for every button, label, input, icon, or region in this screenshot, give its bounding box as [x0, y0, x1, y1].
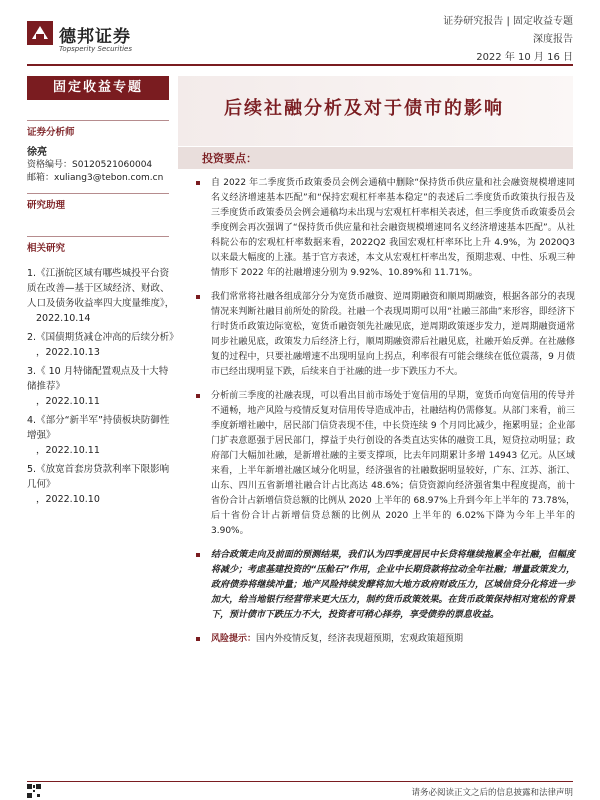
brand-mark-icon [27, 21, 53, 45]
key-point-paragraph: 结合政策走向及前面的预测结果，我们认为四季度居民中长贷将继续拖累全年社融，但幅度将减少；考虑基建投资的“压舱石”作用，企业中长期贷款将拉动全年社融；增量政策发力，政府债券将继续冲量；地产风险持续发酵将加大地方政府财政压力，区域信贷分化将进一步加大，给当地银行经营带来更大压力，制约货币政策效果。在货币政策保持相对宽松的背景下，预计债市下跌压力不大，投资者可稍心择券，享受债券的票息收益。 [207, 548, 575, 623]
list-item[interactable] [27, 330, 177, 360]
related-research-list [27, 266, 177, 511]
key-point-paragraph: 自 2022 年二季度货币政策委员会例会通稿中删除“保持货币供应量和社会融资规模增速同名义经济增速基本匹配”和“保持宏观杠杆率基本稳定”的表述后二季度货币政策执行报告及三季度货币政策委员会例会通稿均未出现与宏观杠杆率相关表述，但三季度货币政策委员会季度例会再次强调了“保持货币供应量和社会融资规模增速同名义经济增速基本匹配”。从社科院公布的宏观杠杆率数据来看，2022Q2 我国宏观杠杆率环比上升 4.9%，为 2020Q3 以来最大幅度的上涨。基于官方表述，本文从宏观杠杆率出发，预期悲观、中性、乐观三种情形下 2022 年的社融增速分别为 9.92%、10.89%和 11.71%。 [207, 176, 575, 281]
related-title: 5.《放宽首套房贷款利率下限影响几何》 [27, 464, 170, 490]
footer-divider [27, 781, 573, 782]
risk-text: 国内外疫情反复，经济表现超预期，宏观政策超预期 [256, 634, 464, 644]
key-points [207, 176, 575, 656]
list-item[interactable] [27, 462, 177, 507]
related-date: 2022.10.14 [36, 313, 91, 324]
related-title: 2.《国债期货减仓冲高的后续分析》 [27, 332, 179, 343]
related-date: ，2022.10.13 [36, 347, 100, 358]
analyst-email[interactable] [27, 170, 163, 183]
qr-code-icon [27, 784, 41, 798]
related-heading: 相关研究 [27, 243, 66, 254]
related-date: ，2022.10.11 [36, 396, 100, 407]
brand-logo [27, 19, 157, 57]
key-point-paragraph: 分析前三季度的社融表现，可以看出目前市场处于宽信用的早期，宽货币向宽信用的传导并不通畅，地产风险与疫情反复对信用传导造成冲击，社融结构仍需修复。从部门来看，前三季度新增社融中，居民部门信贷表现不佳，中长贷连续 9 个月同比减少，拖累明显；企业部门扩表意愿强于居民部门，撑益于央行创设的各类直达实体的融资工具，短贷拉动明显；政府部门大幅加社融，是新增社融的主要支撑项，比去年同期累计多增 14943 亿元。从区域来看，上半年新增社融区域分化明显，经济强省的社融数据明显较好，广东、江苏、浙江、山东、四川五省新增社融合计占比高达 48.6%；信贷资源向经济强省集中程度提高，前十省份合计占新增信贷总额的比例从 2020 上半年的 68.97%上升到今年上半年的 73.78%，后十省份合计占新增信贷总额的比例从 2020 上半年的 6.02%下降为今年上半年的 3.90%。 [207, 389, 575, 539]
column-banner: 固定收益专题 [27, 76, 169, 100]
risk-label: 风险提示： [211, 634, 257, 644]
key-point-paragraph: 我们常常将社融各组成部分分为宽货币融资、逆周期融资和顺周期融资，根据各部分的表现情况来判断社融目前所处的阶段。社融一个表现周期可以用“社融三部曲”来形容，即经济下行时货币政策边际宽松，宽货币融资领先社融见底，逆周期政策逐步发力，逆周期融资通常同步社融见底，政策发力后经济上行，顺周期融资滞后社融见底，社融开始反弹。在社融修复的过程中，只要社融增速不出现明显向上拐点，利率很有可能会继续在低位震荡，9 月债市已经出现明显下跌，后续来自于社融的进一步下跌压力不大。 [207, 290, 575, 380]
analyst-license: 资格编号：S0120521060004 [27, 160, 153, 170]
assistant-heading: 研究助理 [27, 200, 66, 211]
list-item[interactable] [27, 266, 177, 326]
report-meta [443, 13, 573, 67]
brand-name: 德邦证券 [59, 27, 131, 47]
divider [27, 236, 169, 237]
analyst-name: 徐亮 [27, 147, 47, 158]
related-date: ，2022.10.11 [36, 445, 100, 456]
list-item[interactable] [27, 364, 177, 409]
section-heading: 投资要点： [202, 152, 257, 165]
email-text: 邮箱：xuliang3@tebon.com.cn [27, 173, 164, 183]
divider [27, 193, 169, 194]
related-title: 3.《 10 月特储配置观点及十大特储推荐》 [27, 366, 169, 392]
report-title: 后续社融分析及对于债市的影响 [224, 98, 504, 119]
header-divider [27, 64, 573, 66]
divider [27, 120, 169, 121]
report-subtype: 深度报告 [533, 34, 573, 45]
list-item[interactable] [27, 413, 177, 458]
risk-warning [207, 632, 575, 647]
disclaimer-notice: 请务必阅读正文之后的信息披露和法律声明 [411, 788, 573, 798]
related-title: 4.《部分“新半军”持债板块防御性增强》 [27, 415, 170, 441]
related-title: 1.《江浙皖区域有哪些城投平台资质在改善—基于区域经济、财政、人口及债务收益率四大度量维度》， [27, 268, 175, 309]
report-type: 证券研究报告 | 固定收益专题 [443, 16, 573, 27]
report-date: 2022 年 10 月 16 日 [476, 52, 573, 63]
analyst-heading: 证券分析师 [27, 127, 75, 138]
related-date: ，2022.10.10 [36, 494, 100, 505]
brand-name-en: Topsperity Securities [59, 45, 132, 53]
